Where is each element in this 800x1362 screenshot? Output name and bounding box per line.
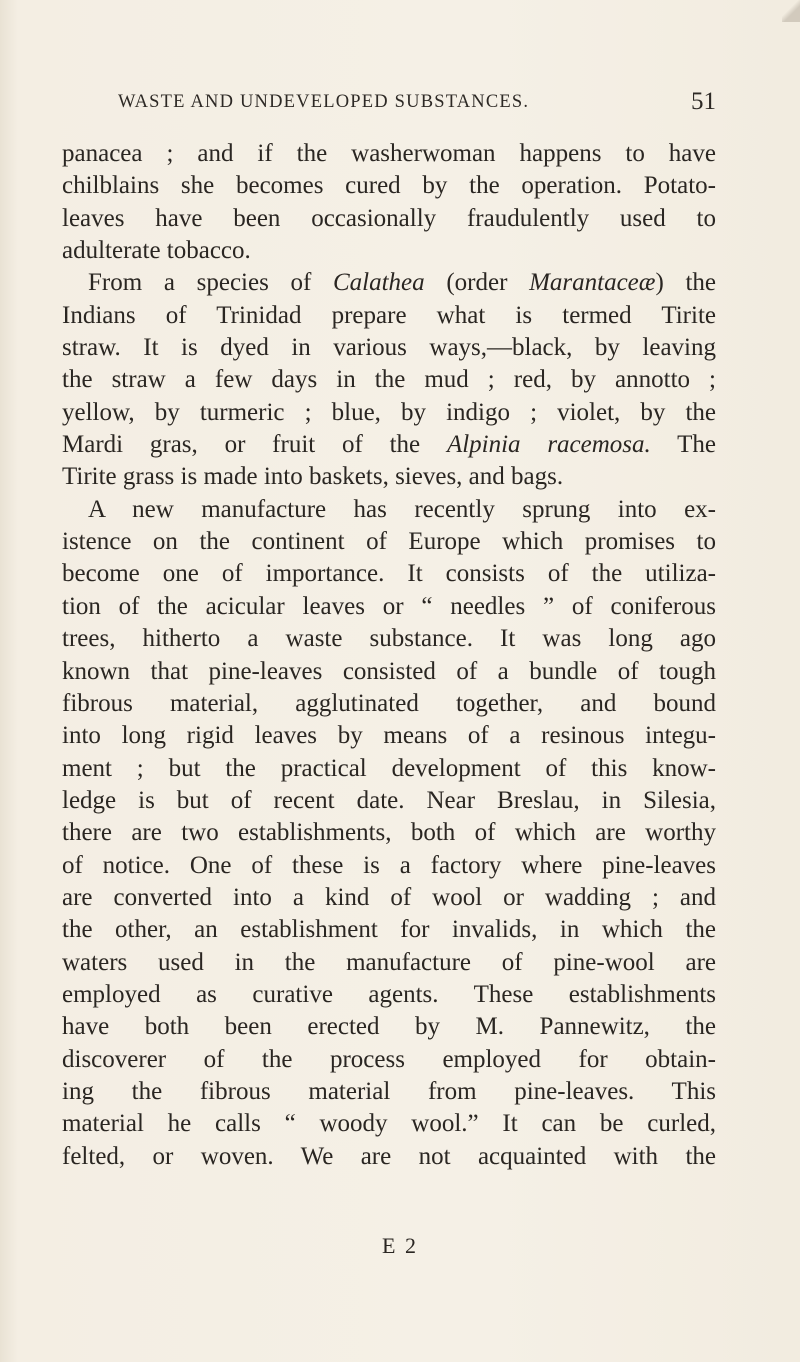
text-segment: ledge is but of recent date. Near Breslau, in Silesia,	[62, 786, 716, 814]
text-line	[62, 203, 716, 235]
text-segment: trees, hitherto a waste substance. It was long ago	[62, 625, 716, 653]
page-header	[118, 88, 716, 118]
text-line	[62, 300, 716, 332]
italic-text: Alpinia racemosa.	[446, 431, 651, 459]
text-segment: material he calls “ woody wool.” It can be curled,	[62, 1110, 716, 1138]
page-corner-fold	[782, 0, 800, 22]
text-segment: chilblains she becomes cured by the operation. Potato-	[62, 172, 716, 200]
text-line	[62, 267, 716, 299]
text-line	[62, 720, 716, 752]
text-segment: the straw a few days in the mud ; red, by annotto ;	[62, 366, 716, 394]
text-segment: From a species of	[88, 269, 333, 297]
signature-mark: E 2	[382, 1233, 418, 1258]
text-segment: ) the	[655, 269, 716, 297]
text-line	[62, 235, 716, 267]
text-line	[62, 332, 716, 364]
text-line	[62, 656, 716, 688]
text-segment: the other, an establishment for invalids, in which the	[62, 916, 716, 944]
text-segment: fibrous material, agglutinated together, and bound	[62, 689, 716, 717]
text-line	[62, 461, 716, 493]
text-line	[62, 753, 716, 785]
text-line	[62, 1044, 716, 1076]
text-segment: Indians of Trinidad prepare what is termed Tirite	[62, 301, 716, 329]
text-segment: discoverer of the process employed for obtain-	[62, 1045, 716, 1073]
text-line	[62, 170, 716, 202]
text-segment: yellow, by turmeric ; blue, by indigo ; violet, by the	[62, 398, 716, 426]
text-segment: leaves have been occasionally fraudulently used to	[62, 204, 716, 232]
text-line	[62, 882, 716, 914]
text-segment: of notice. One of these is a factory where pine-leaves	[62, 851, 716, 879]
text-line	[62, 914, 716, 946]
text-segment: there are two establishments, both of which are worthy	[62, 819, 716, 847]
italic-text: Marantaceæ	[529, 269, 656, 297]
text-segment: ment ; but the practical development of this know-	[62, 754, 716, 782]
page-number: 51	[691, 88, 716, 115]
text-line	[62, 1141, 716, 1173]
text-line	[62, 785, 716, 817]
text-segment: straw. It is dyed in various ways,—black, by leaving	[62, 334, 716, 362]
text-line	[62, 623, 716, 655]
running-head: WASTE AND UNDEVELOPED SUBSTANCES.	[118, 92, 530, 112]
text-line	[62, 1076, 716, 1108]
text-segment: employed as curative agents. These establishments	[62, 980, 716, 1008]
text-segment: felted, or woven. We are not acquainted with the	[62, 1142, 716, 1170]
text-segment: ing the fibrous material from pine-leaves. This	[62, 1077, 716, 1105]
text-segment: panacea ; and if the washerwoman happens to have	[62, 140, 716, 167]
text-segment: istence on the continent of Europe which promises to	[62, 528, 716, 556]
text-line	[62, 1011, 716, 1043]
text-line	[62, 979, 716, 1011]
text-segment: A new manufacture has recently sprung into ex-	[88, 495, 716, 523]
text-segment: have both been erected by M. Pannewitz, the	[62, 1013, 716, 1041]
text-segment: waters used in the manufacture of pine-wool are	[62, 948, 716, 976]
text-segment: Mardi gras, or fruit of the	[62, 431, 447, 459]
text-segment: are converted into a kind of wool or wadding ; and	[62, 883, 716, 911]
text-line	[62, 364, 716, 396]
text-segment: Tirite grass is made into baskets, sieves, and bags.	[62, 463, 564, 491]
text-line	[62, 850, 716, 882]
text-line	[62, 397, 716, 429]
text-segment: (order	[424, 269, 530, 297]
text-line	[62, 591, 716, 623]
text-line	[62, 558, 716, 590]
text-line	[62, 138, 716, 170]
text-segment: become one of importance. It consists of the utiliza-	[62, 560, 716, 588]
text-line	[62, 494, 716, 526]
text-line	[62, 947, 716, 979]
text-segment: The	[650, 431, 716, 459]
text-segment: known that pine-leaves consisted of a bundle of tough	[62, 657, 716, 685]
text-line	[62, 526, 716, 558]
text-segment: adulterate tobacco.	[62, 237, 251, 265]
text-segment: into long rigid leaves by means of a resinous integu-	[62, 722, 716, 750]
text-line	[62, 688, 716, 720]
text-segment: tion of the acicular leaves or “ needles ” of coniferous	[62, 592, 716, 620]
body-text	[62, 138, 716, 1173]
text-line	[62, 1108, 716, 1140]
italic-text: Calathea	[332, 269, 425, 297]
text-line	[62, 429, 716, 461]
text-line	[62, 817, 716, 849]
